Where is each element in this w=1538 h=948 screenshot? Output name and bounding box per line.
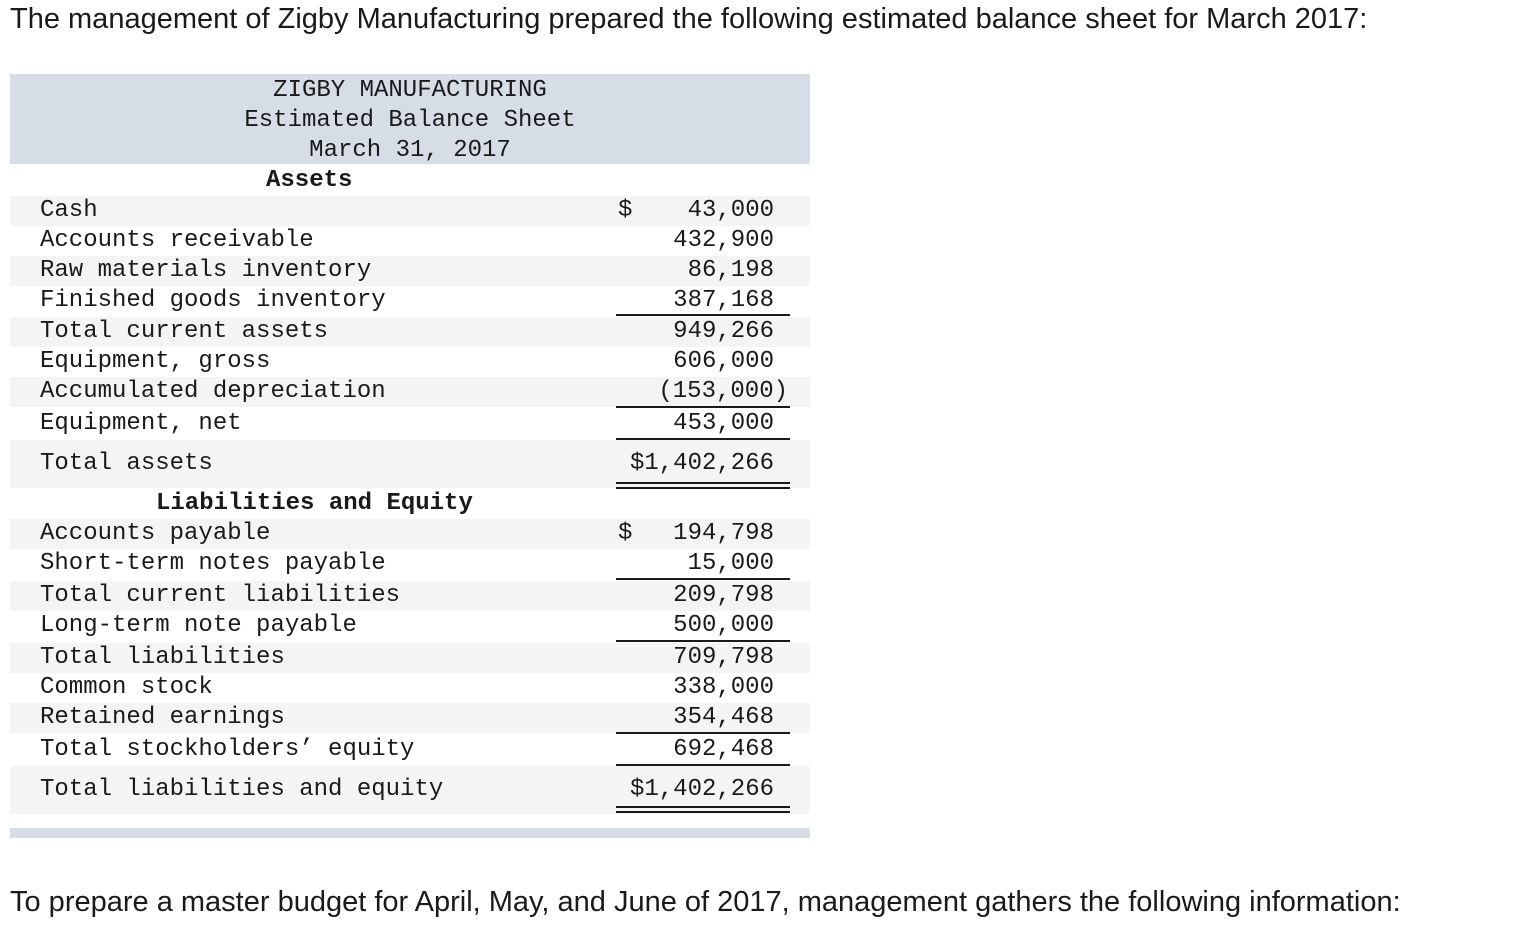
- liabilities-section-title: Liabilities and Equity: [156, 490, 473, 517]
- liability-row-total-liabilities: [10, 643, 810, 673]
- row-amount: $1,402,266: [629, 450, 774, 477]
- row-label: Finished goods inventory: [40, 287, 386, 314]
- row-amount: 432,900: [673, 227, 774, 254]
- row-amount: 387,168: [673, 287, 774, 314]
- row-amount: 354,468: [673, 704, 774, 731]
- row-amount: 692,468: [673, 736, 774, 763]
- row-label: Raw materials inventory: [40, 257, 372, 284]
- subtotal-rule: [616, 406, 790, 408]
- row-label: Total liabilities and equity: [40, 776, 444, 803]
- liability-row-short-term-notes: [10, 549, 810, 579]
- subtotal-rule: [616, 578, 790, 580]
- liability-row-accounts-payable: [10, 519, 810, 549]
- asset-row-total-assets: [10, 440, 810, 488]
- company-name: ZIGBY MANUFACTURING: [273, 77, 547, 104]
- row-amount: 949,266: [673, 318, 774, 345]
- row-label: Retained earnings: [40, 704, 285, 731]
- row-amount: 453,000: [673, 410, 774, 437]
- asset-row-finished-goods: [10, 286, 810, 316]
- balance-sheet: [10, 74, 810, 838]
- total-double-rule: [616, 482, 790, 489]
- asset-row-equipment-net: [10, 409, 810, 439]
- row-amount: 709,798: [673, 644, 774, 671]
- row-label: Accumulated depreciation: [40, 378, 386, 405]
- asset-row-accounts-receivable: [10, 226, 810, 256]
- row-label: Total stockholders’ equity: [40, 736, 415, 763]
- asset-row-raw-materials: [10, 256, 810, 286]
- row-label: Total current liabilities: [40, 582, 401, 609]
- row-label: Accounts payable: [40, 520, 271, 547]
- liability-row-long-term-note: [10, 611, 810, 641]
- intro-text: The management of Zigby Manufacturing prepared the following estimated balance sheet for March 2017:: [10, 3, 1368, 35]
- row-label: Total liabilities: [40, 644, 285, 671]
- row-label: Accounts receivable: [40, 227, 314, 254]
- row-label: Total assets: [40, 450, 213, 477]
- row-label: Equipment, net: [40, 410, 242, 437]
- row-label: Common stock: [40, 674, 213, 701]
- subtotal-rule: [616, 640, 790, 642]
- sheet-footer-band: [10, 828, 810, 838]
- row-amount: 15,000: [687, 550, 774, 577]
- row-amount: 500,000: [673, 612, 774, 639]
- asset-row-accumulated-depreciation: [10, 377, 810, 407]
- row-amount: (153,000): [658, 378, 788, 405]
- subtotal-rule: [616, 314, 790, 316]
- asset-row-cash: [10, 196, 810, 226]
- row-amount: 209,798: [673, 582, 774, 609]
- row-amount: 338,000: [673, 674, 774, 701]
- equity-row-common-stock: [10, 673, 810, 703]
- dollar-sign: $: [618, 197, 633, 224]
- row-label: Total current assets: [40, 318, 329, 345]
- dollar-sign: $: [618, 520, 633, 547]
- row-amount: $1,402,266: [629, 776, 774, 803]
- total-double-rule: [616, 806, 790, 813]
- statement-date: March 31, 2017: [309, 137, 511, 164]
- row-label: Cash: [40, 197, 98, 224]
- statement-title: Estimated Balance Sheet: [244, 107, 576, 134]
- assets-section-title: Assets: [266, 167, 353, 194]
- row-label: Equipment, gross: [40, 348, 271, 375]
- row-label: Short-term notes payable: [40, 550, 386, 577]
- asset-row-total-current-assets: [10, 317, 810, 347]
- equity-row-retained-earnings: [10, 703, 810, 733]
- row-label: Long-term note payable: [40, 612, 357, 639]
- row-amount: 43,000: [687, 197, 774, 224]
- subtotal-rule: [616, 732, 790, 734]
- asset-row-equipment-gross: [10, 347, 810, 377]
- row-amount: 194,798: [673, 520, 774, 547]
- outro-text: To prepare a master budget for April, May, and June of 2017, management gathers the following information:: [10, 886, 1401, 918]
- liability-row-total-current-liabilities: [10, 581, 810, 611]
- row-amount: 86,198: [687, 257, 774, 284]
- row-amount: 606,000: [673, 348, 774, 375]
- equity-row-total-stockholders-equity: [10, 735, 810, 765]
